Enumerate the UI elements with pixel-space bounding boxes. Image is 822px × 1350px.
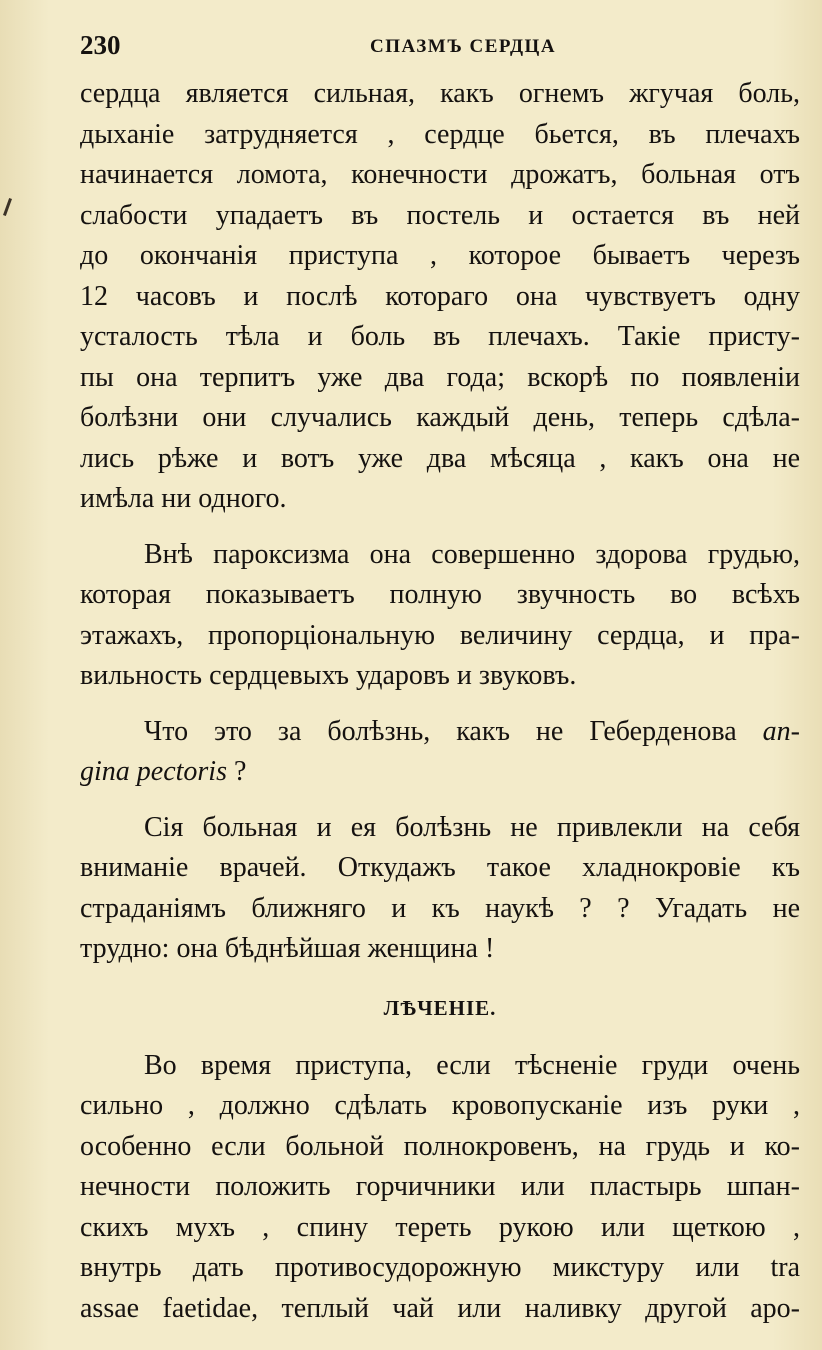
text-line: Во время приступа, если тѣсненіе груди очень	[144, 1049, 800, 1081]
text-line: внутрь дать противосудорожную микстуру или tra	[80, 1252, 800, 1283]
section-heading: ЛѢЧЕНІЕ.	[383, 995, 497, 1020]
italic-run: an-	[762, 715, 800, 747]
text-line: имѣла ни одного.	[80, 483, 287, 514]
text-line: этажахъ, пропорціональную величину сердца, и пра-	[80, 619, 800, 651]
text-line: начинается ломота, конечности дрожатъ, больная отъ	[80, 159, 800, 190]
text-line: трудно: она бѣднѣйшая женщина !	[80, 933, 495, 964]
text-line: усталость тѣла и боль въ плечахъ. Такіе присту-	[80, 321, 800, 352]
text-line	[80, 712, 800, 753]
text-line: до окончанія приступа , которое бываетъ черезъ	[80, 240, 800, 271]
paragraph-2	[80, 535, 800, 697]
text-line: которая показываетъ полную звучность во всѣхъ	[80, 579, 800, 610]
body-text	[80, 74, 800, 1329]
text-line: лись рѣже и вотъ уже два мѣсяца , какъ она не	[80, 442, 800, 474]
page-number: 230	[80, 30, 121, 60]
paragraph-4	[80, 808, 800, 970]
text-run: Что это за болѣзнь, какъ не Геберденова	[144, 715, 763, 747]
text-line	[80, 752, 800, 793]
text-run: ?	[227, 756, 247, 787]
paragraph-5	[80, 1046, 800, 1330]
text-line: пы она терпитъ уже два года; вскорѣ по появленіи	[80, 361, 800, 393]
running-head: СПАЗМЪ СЕРДЦА	[370, 36, 557, 57]
text-line: страданіямъ ближняго и къ наукѣ ? ? Угадать не	[80, 892, 800, 924]
paragraph-3	[80, 712, 800, 793]
text-line: нечности положить горчичники или пластырь шпан-	[80, 1171, 800, 1202]
text-line: Сія больная и ея болѣзнь не привлекли на себя	[144, 811, 800, 843]
text-line: 12 часовъ и послѣ котораго она чувствуетъ одну	[80, 280, 800, 312]
page-header	[80, 30, 800, 64]
text-line: дыханіе затрудняется , сердце бьется, въ плечахъ	[80, 118, 800, 150]
paragraph-1	[80, 74, 800, 520]
italic-run: gina pectoris	[80, 756, 227, 787]
text-line: болѣзни они случались каждый день, теперь сдѣла-	[80, 402, 800, 433]
text-line: сильно , должно сдѣлать кровопусканіе изъ руки ,	[80, 1090, 800, 1121]
text-line: вниманіе врачей. Откудажъ такое хладнокровіе къ	[80, 852, 800, 883]
text-line: слабости упадаетъ въ постель и остается въ ней	[80, 199, 800, 231]
text-line: вильность сердцевыхъ ударовъ и звуковъ.	[80, 660, 577, 691]
text-line: Внѣ пароксизма она совершенно здорова грудью,	[144, 538, 800, 570]
text-line: сердца является сильная, какъ огнемъ жгучая боль,	[80, 78, 800, 109]
text-line: скихъ мухъ , спину тереть рукою или щеткою ,	[80, 1211, 800, 1243]
margin-mark	[3, 198, 12, 216]
text-line: assae faetidae, теплый чай или наливку другой аро-	[80, 1292, 800, 1324]
text-line: особенно если больной полнокровенъ, на грудь и ко-	[80, 1130, 800, 1162]
